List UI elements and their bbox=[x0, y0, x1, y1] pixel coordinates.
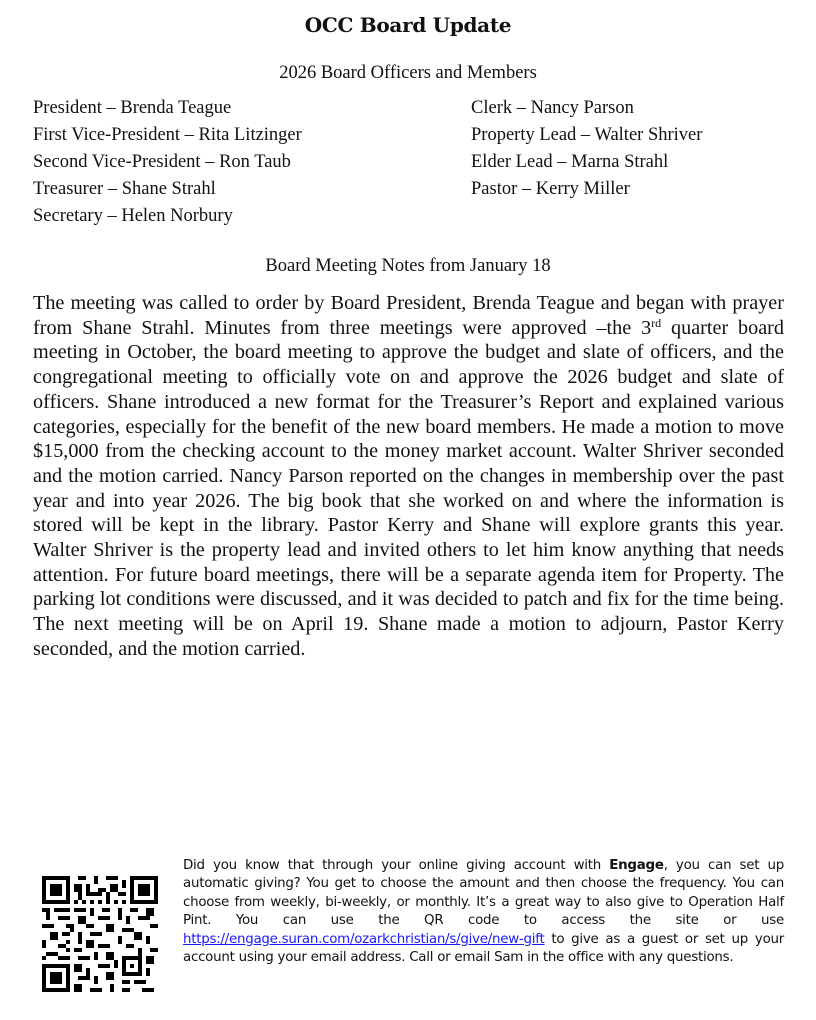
meeting-notes-body bbox=[33, 291, 784, 662]
notes-text-part2: quarter board meeting in October, the board meeting to approve the budget and slate of officers, and the congregational meeting to officially vote on and approve the 2026 budget and slate of officers. Shane introduced a new format for the Treasurer’s Report and explained various categories, especially for the benefit of the new board members. He made a motion to move $15,000 from the checking account to the money market account. Walter Shriver seconded and the motion carried. Nancy Parson reported on the changes in membership over the past year and into year 2026. The big book that she worked on and where the information is stored will be kept in the library. Pastor Kerry and Shane will explore grants this year. Walter Shriver is the property lead and invited others to let him know anything that needs attention. For future board meetings, there will be a separate agenda item for Property. The parking lot conditions were discussed, and it was decided to patch and fix for the time being. The next meeting will be on April 19. Shane made a motion to adjourn, Pastor Kerry seconded, and the motion carried. bbox=[33, 316, 784, 660]
notes-text-part1: The meeting was called to order by Board President, Brenda Teague and began with prayer from Shane Strahl. Minutes from three meetings were approved –the 3 bbox=[33, 292, 784, 339]
officer-second-vice-president: Second Vice-President – Ron Taub bbox=[33, 152, 291, 172]
officer-treasurer: Treasurer – Shane Strahl bbox=[33, 179, 216, 199]
officer-president: President – Brenda Teague bbox=[33, 98, 232, 118]
giving-text-part2: , you can set up automatic giving? You get to choose the amount and then choose the frequency. You can choose from weekly, bi-weekly, or monthly. It’s a great way to also give to Operation Half Pint. You can use the QR code to access the site or use bbox=[183, 858, 784, 929]
officer-secretary: Secretary – Helen Norbury bbox=[33, 206, 233, 226]
officer-elder-lead: Elder Lead – Marna Strahl bbox=[471, 152, 669, 172]
meeting-notes-heading: Board Meeting Notes from January 18 bbox=[265, 256, 551, 276]
giving-link[interactable]: https://engage.suran.com/ozarkchristian/s/give/new-gift bbox=[183, 931, 545, 947]
officers-left-column bbox=[33, 95, 302, 230]
qr-code-icon[interactable] bbox=[42, 876, 158, 992]
officers-heading: 2026 Board Officers and Members bbox=[279, 63, 537, 83]
officer-property-lead: Property Lead – Walter Shriver bbox=[471, 125, 703, 145]
officers-right-column bbox=[471, 95, 702, 203]
officer-pastor: Pastor – Kerry Miller bbox=[471, 179, 630, 199]
giving-info bbox=[183, 857, 784, 967]
page-title: OCC Board Update bbox=[304, 13, 512, 37]
officer-clerk: Clerk – Nancy Parson bbox=[471, 98, 634, 118]
officer-first-vice-president: First Vice-President – Rita Litzinger bbox=[33, 125, 302, 145]
engage-brand: Engage bbox=[609, 858, 664, 873]
giving-text-part3: to give as a guest or set up your account using your email address. Call or email Sam in the office with any questions. bbox=[183, 931, 784, 966]
ordinal-suffix: rd bbox=[651, 315, 662, 330]
giving-text-part1: Did you know that through your online giving account with bbox=[183, 858, 610, 873]
